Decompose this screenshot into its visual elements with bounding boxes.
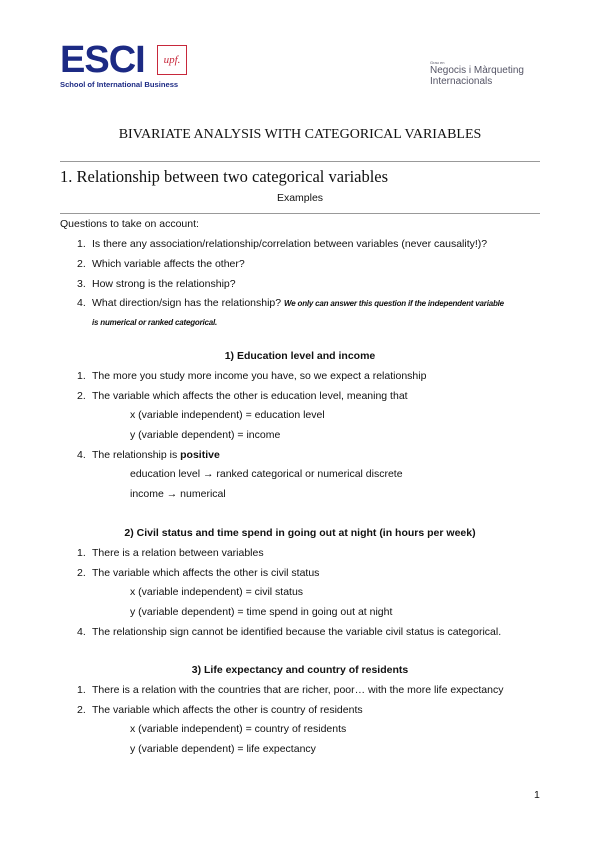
- example-heading: 2) Civil status and time spend in going out at night (in hours per week): [124, 527, 476, 539]
- list-item-note: We only can answer this question if the independent variable: [284, 299, 504, 308]
- list-number: 4.: [77, 297, 86, 309]
- esci-logo-subtitle: School of International Business: [60, 80, 179, 89]
- degree-logo-small: Grau en: [430, 60, 445, 65]
- relationship-sign: positive: [180, 449, 220, 461]
- degree-logo-line1: Negocis i Màrqueting: [430, 65, 524, 76]
- list-item: The relationship sign cannot be identified because the variable civil status is categorical.: [92, 626, 502, 638]
- variable-y: y (variable dependent) = income: [130, 429, 281, 441]
- list-item: How strong is the relationship?: [92, 278, 236, 290]
- variable-y: y (variable dependent) = life expectancy: [130, 743, 316, 755]
- list-number: 1.: [77, 238, 86, 250]
- variable-x: x (variable independent) = civil status: [130, 586, 304, 598]
- list-number: 2.: [77, 704, 86, 716]
- variable-type: income → numerical: [130, 488, 226, 500]
- list-item: The variable which affects the other is education level, meaning that: [92, 390, 408, 402]
- list-number: 3.: [77, 278, 86, 290]
- list-item-note: is numerical or ranked categorical.: [92, 318, 218, 327]
- list-item: [92, 448, 220, 462]
- list-number: 1.: [77, 547, 86, 559]
- questions-intro: Questions to take on account:: [60, 218, 199, 230]
- variable-type: education level → ranked categorical or numerical discrete: [130, 468, 403, 480]
- list-item: Is there any association/relationship/correlation between variables (never causality!)?: [92, 238, 488, 250]
- document-title: BIVARIATE ANALYSIS WITH CATEGORICAL VARIABLES: [118, 127, 482, 142]
- variable-x: x (variable independent) = education level: [130, 409, 325, 421]
- variable-y: y (variable dependent) = time spend in going out at night: [130, 606, 393, 618]
- esci-logo-text: ESCI: [60, 39, 145, 81]
- list-number: 4.: [77, 449, 86, 461]
- list-number: 2.: [77, 258, 86, 270]
- list-item-text: The relationship is: [92, 449, 181, 461]
- list-item: Which variable affects the other?: [92, 258, 245, 270]
- degree-logo: [430, 60, 524, 87]
- list-item: The variable which affects the other is country of residents: [92, 704, 363, 716]
- list-number: 4.: [77, 626, 86, 638]
- list-item: There is a relation between variables: [92, 547, 264, 559]
- list-number: 2.: [77, 390, 86, 402]
- list-number: 1.: [77, 370, 86, 382]
- list-number: 2.: [77, 567, 86, 579]
- section-subheading: Examples: [276, 192, 324, 204]
- esci-logo: [60, 39, 181, 89]
- list-item-text: What direction/sign has the relationship?: [92, 297, 282, 309]
- divider: [60, 161, 540, 162]
- divider: [60, 213, 540, 214]
- page-number: 1: [534, 789, 540, 801]
- list-item: [92, 296, 504, 311]
- variable-x: x (variable independent) = country of residents: [130, 723, 347, 735]
- example-heading: 1) Education level and income: [224, 350, 376, 362]
- list-item: The variable which affects the other is civil status: [92, 567, 320, 579]
- list-number: 1.: [77, 684, 86, 696]
- section-heading: 1. Relationship between two categorical variables: [60, 167, 389, 186]
- upf-logo: upf.: [157, 45, 187, 75]
- degree-logo-line2: Internacionals: [430, 76, 493, 87]
- list-item: The more you study more income you have, so we expect a relationship: [92, 370, 427, 382]
- example-heading: 3) Life expectancy and country of residents: [191, 664, 409, 676]
- list-item: There is a relation with the countries that are richer, poor… with the more life expectancy: [92, 684, 504, 696]
